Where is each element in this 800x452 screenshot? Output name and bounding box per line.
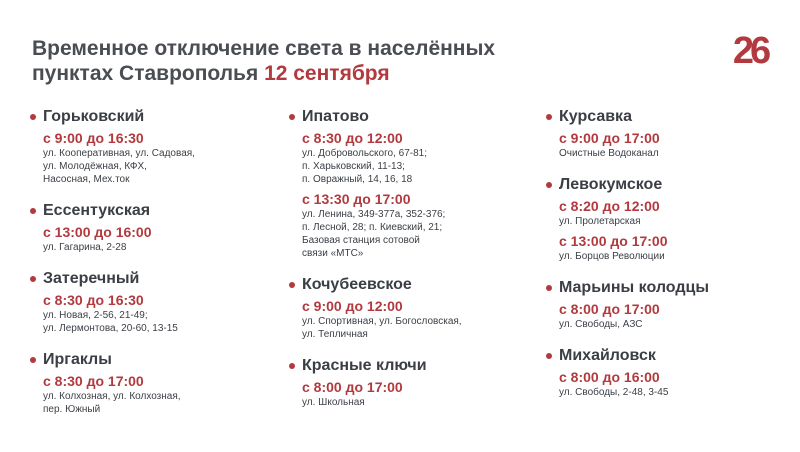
page-title [32, 36, 495, 86]
outage-slot [289, 190, 529, 260]
locality-name: Михайловск [546, 346, 786, 366]
address-line: п. Харьковский, 11-13; [302, 161, 405, 172]
outage-slot [30, 291, 270, 335]
locality-name: Горьковский [30, 107, 270, 127]
outage-time: с 8:00 до 17:00 [559, 301, 660, 317]
address-line: ул. Добровольского, 67-81; [302, 148, 428, 159]
locality-block [546, 107, 786, 160]
outage-time: с 13:30 до 17:00 [302, 191, 411, 207]
outage-time: с 9:00 до 16:30 [43, 130, 144, 146]
title-date: 12 сентября [264, 62, 390, 85]
outage-time: с 9:00 до 17:00 [559, 130, 660, 146]
title-line-1: Временное отключение света в населённых [32, 37, 496, 60]
address-line: ул. Новая, 2-56, 21-49; [43, 310, 148, 321]
title-line-2: пунктах Ставрополья [32, 62, 265, 85]
address-line: ул. Кооперативная, ул. Садовая, [43, 148, 195, 159]
outage-time: с 8:00 до 17:00 [302, 379, 403, 395]
locality-block [30, 350, 270, 416]
outage-slot [546, 129, 786, 160]
address-line: ул. Молодёжная, КФХ, [43, 161, 147, 172]
address-line: Очистные Водоканал [559, 148, 659, 159]
address-line: ул. Лермонтова, 20-60, 13-15 [43, 323, 178, 334]
address-line: п. Лесной, 28; п. Киевский, 21; [302, 222, 443, 233]
outage-time: с 8:30 до 16:30 [43, 292, 144, 308]
outage-time: с 8:30 до 17:00 [43, 373, 144, 389]
address-line: ул. Гагарина, 2-28 [43, 242, 127, 253]
outage-slot [546, 368, 786, 399]
locality-block [289, 356, 529, 409]
outage-time: с 13:00 до 17:00 [559, 233, 668, 249]
address-line: ул. Свободы, АЗС [559, 319, 643, 330]
address-line: ул. Пролетарская [559, 216, 641, 227]
locality-block [30, 201, 270, 254]
column-1 [30, 107, 270, 431]
address-line: ул. Школьная [302, 397, 365, 408]
outage-slot [30, 223, 270, 254]
locality-block [30, 269, 270, 335]
locality-name: Красные ключи [289, 356, 529, 376]
address-line: Насосная, Мех.ток [43, 174, 130, 185]
locality-block [546, 278, 786, 331]
locality-block [546, 175, 786, 263]
address-line: п. Овражный, 14, 16, 18 [302, 174, 413, 185]
locality-name: Марьины колодцы [546, 278, 786, 298]
address-line: ул. Спортивная, ул. Богословская, [302, 316, 462, 327]
outage-slot [546, 197, 786, 228]
logo-text: 26 [732, 30, 768, 70]
locality-name: Иргаклы [30, 350, 270, 370]
column-3 [546, 107, 786, 414]
outage-slot [289, 129, 529, 186]
address-line: ул. Колхозная, ул. Колхозная, [43, 391, 181, 402]
locality-block [289, 275, 529, 341]
locality-name: Левокумское [546, 175, 786, 195]
address-line: ул. Ленина, 349-377а, 352-376; [302, 209, 446, 220]
locality-name: Курсавка [546, 107, 786, 127]
locality-name: Ипатово [289, 107, 529, 127]
locality-name: Ессентукская [30, 201, 270, 221]
address-line: ул. Тепличная [302, 329, 368, 340]
outage-time: с 8:20 до 12:00 [559, 198, 660, 214]
outage-slot [289, 378, 529, 409]
locality-block [289, 107, 529, 260]
locality-name: Кочубеевское [289, 275, 529, 295]
logo-26 [728, 30, 772, 70]
address-line: пер. Южный [43, 404, 101, 415]
outage-slot [546, 232, 786, 263]
outage-slot [546, 300, 786, 331]
outage-time: с 8:00 до 16:00 [559, 369, 660, 385]
outage-slot [30, 129, 270, 186]
outage-time: с 8:30 до 12:00 [302, 130, 403, 146]
address-line: Базовая станция сотовой [302, 235, 420, 246]
address-line: ул. Свободы, 2-48, 3-45 [559, 387, 669, 398]
address-line: связи «МТС» [302, 248, 364, 259]
outage-time: с 13:00 до 16:00 [43, 224, 152, 240]
outage-slot [30, 372, 270, 416]
locality-name: Затеречный [30, 269, 270, 289]
address-line: ул. Борцов Революции [559, 251, 665, 262]
locality-block [30, 107, 270, 186]
locality-block [546, 346, 786, 399]
outage-time: с 9:00 до 12:00 [302, 298, 403, 314]
column-2 [289, 107, 529, 424]
outage-slot [289, 297, 529, 341]
